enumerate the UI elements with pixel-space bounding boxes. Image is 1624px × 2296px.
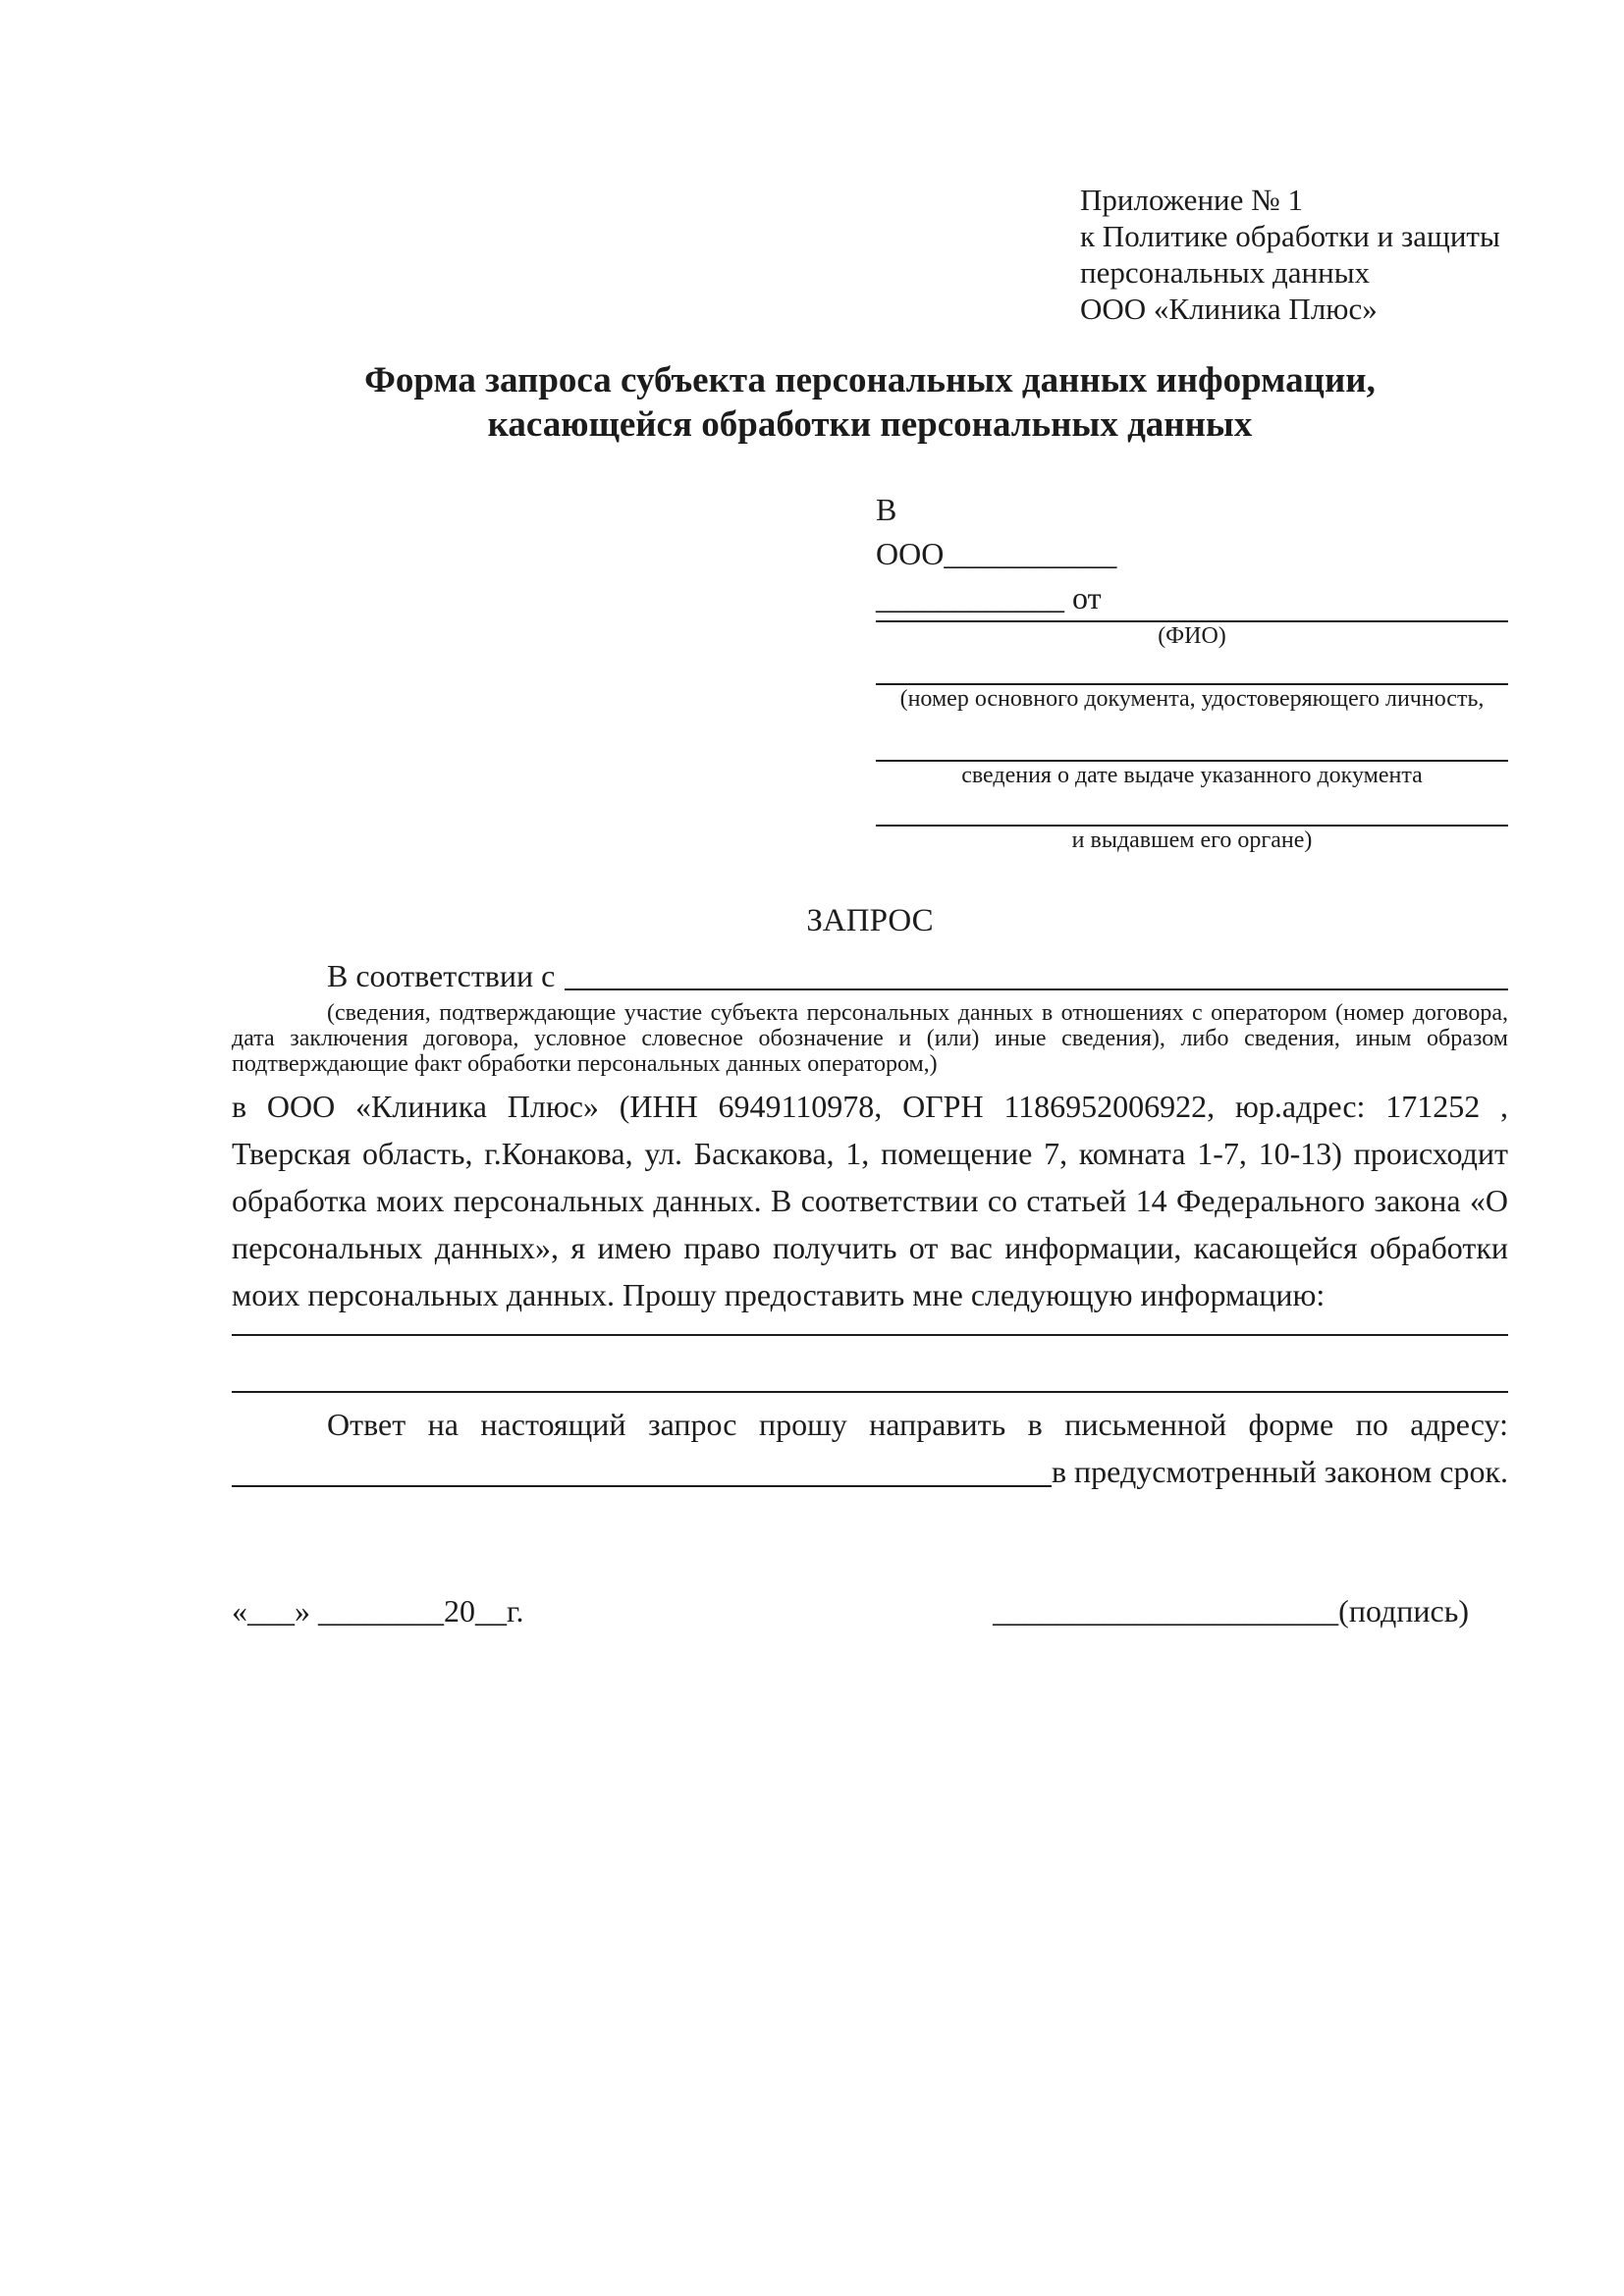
addressee-company-blank: ООО___________ <box>876 536 1117 571</box>
document-title <box>232 358 1508 447</box>
information-blank-line-2 <box>232 1391 1508 1393</box>
reply-sentence: Ответ на настоящий запрос прошу направить в письменной форме по адресу: <box>327 1407 1508 1442</box>
addressee-from-blank: ____________ от <box>876 580 1102 615</box>
appendix-note-line: Приложение № 1 <box>1080 183 1303 217</box>
in-accordance-prefix: В соответствии с <box>327 958 556 993</box>
reply-address-blank-line <box>232 1485 1052 1487</box>
request-heading: ЗАПРОС <box>806 903 934 938</box>
signature-group <box>993 1589 1508 1633</box>
reply-suffix: в предусмотренный законом срок. <box>1051 1454 1508 1489</box>
appendix-note-line: к Политике обработки и защиты <box>1080 219 1500 253</box>
appendix-note <box>1080 182 1508 327</box>
fio-caption: (ФИО) <box>1158 623 1226 649</box>
in-accordance-row <box>232 954 1508 998</box>
in-accordance-caption: (сведения, подтверждающие участие субъекта персональных данных в отношениях с оператором (номер договора, дата заключения договора, условное словесное обозначение и (или) иные сведения), либо сведения, иным образом подтверждающие факт обработки персональных данных оператором,) <box>232 1000 1508 1077</box>
information-blank-line-1 <box>232 1334 1508 1336</box>
appendix-note-line: персональных данных <box>1080 255 1371 290</box>
addressee-block <box>876 488 1508 854</box>
appendix-note-line: ООО «Клиника Плюс» <box>1080 292 1378 326</box>
signature-blank-line: ______________________ <box>993 1593 1339 1629</box>
document-title-line: касающейся обработки персональных данных <box>487 404 1253 445</box>
document-number-caption: (номер основного документа, удостоверяющего личность, <box>899 686 1485 712</box>
addressee-to: В <box>876 492 897 527</box>
signature-caption: (подпись) <box>1338 1593 1469 1629</box>
issue-date-caption: сведения о дате выдаче указанного документа <box>961 763 1423 788</box>
request-body-paragraph: в ООО «Клиника Плюс» (ИНН 6949110978, ОГРН 1186952006922, юр.адрес: 171252 , Тверская область, г.Конакова, ул. Баскакова, 1, помещение 7, комната 1-7, 10-13) происходит обработка моих персональных данных. В соответствии со статьей 14 Федерального закона «О персональных данных», я имею право получить от вас информации, касающейся обработки моих персональных данных. Прошу предоставить мне следующую информацию: <box>232 1089 1508 1312</box>
date-blank: «___» ________20__г. <box>232 1593 524 1629</box>
date-signature-row <box>232 1589 1508 1633</box>
issuing-authority-caption: и выдавшем его органе) <box>1071 828 1313 853</box>
document-title-line: Форма запроса субъекта персональных данных информации, <box>364 360 1376 400</box>
in-accordance-blank-line <box>565 988 1508 990</box>
reply-address-row <box>232 1448 1508 1495</box>
